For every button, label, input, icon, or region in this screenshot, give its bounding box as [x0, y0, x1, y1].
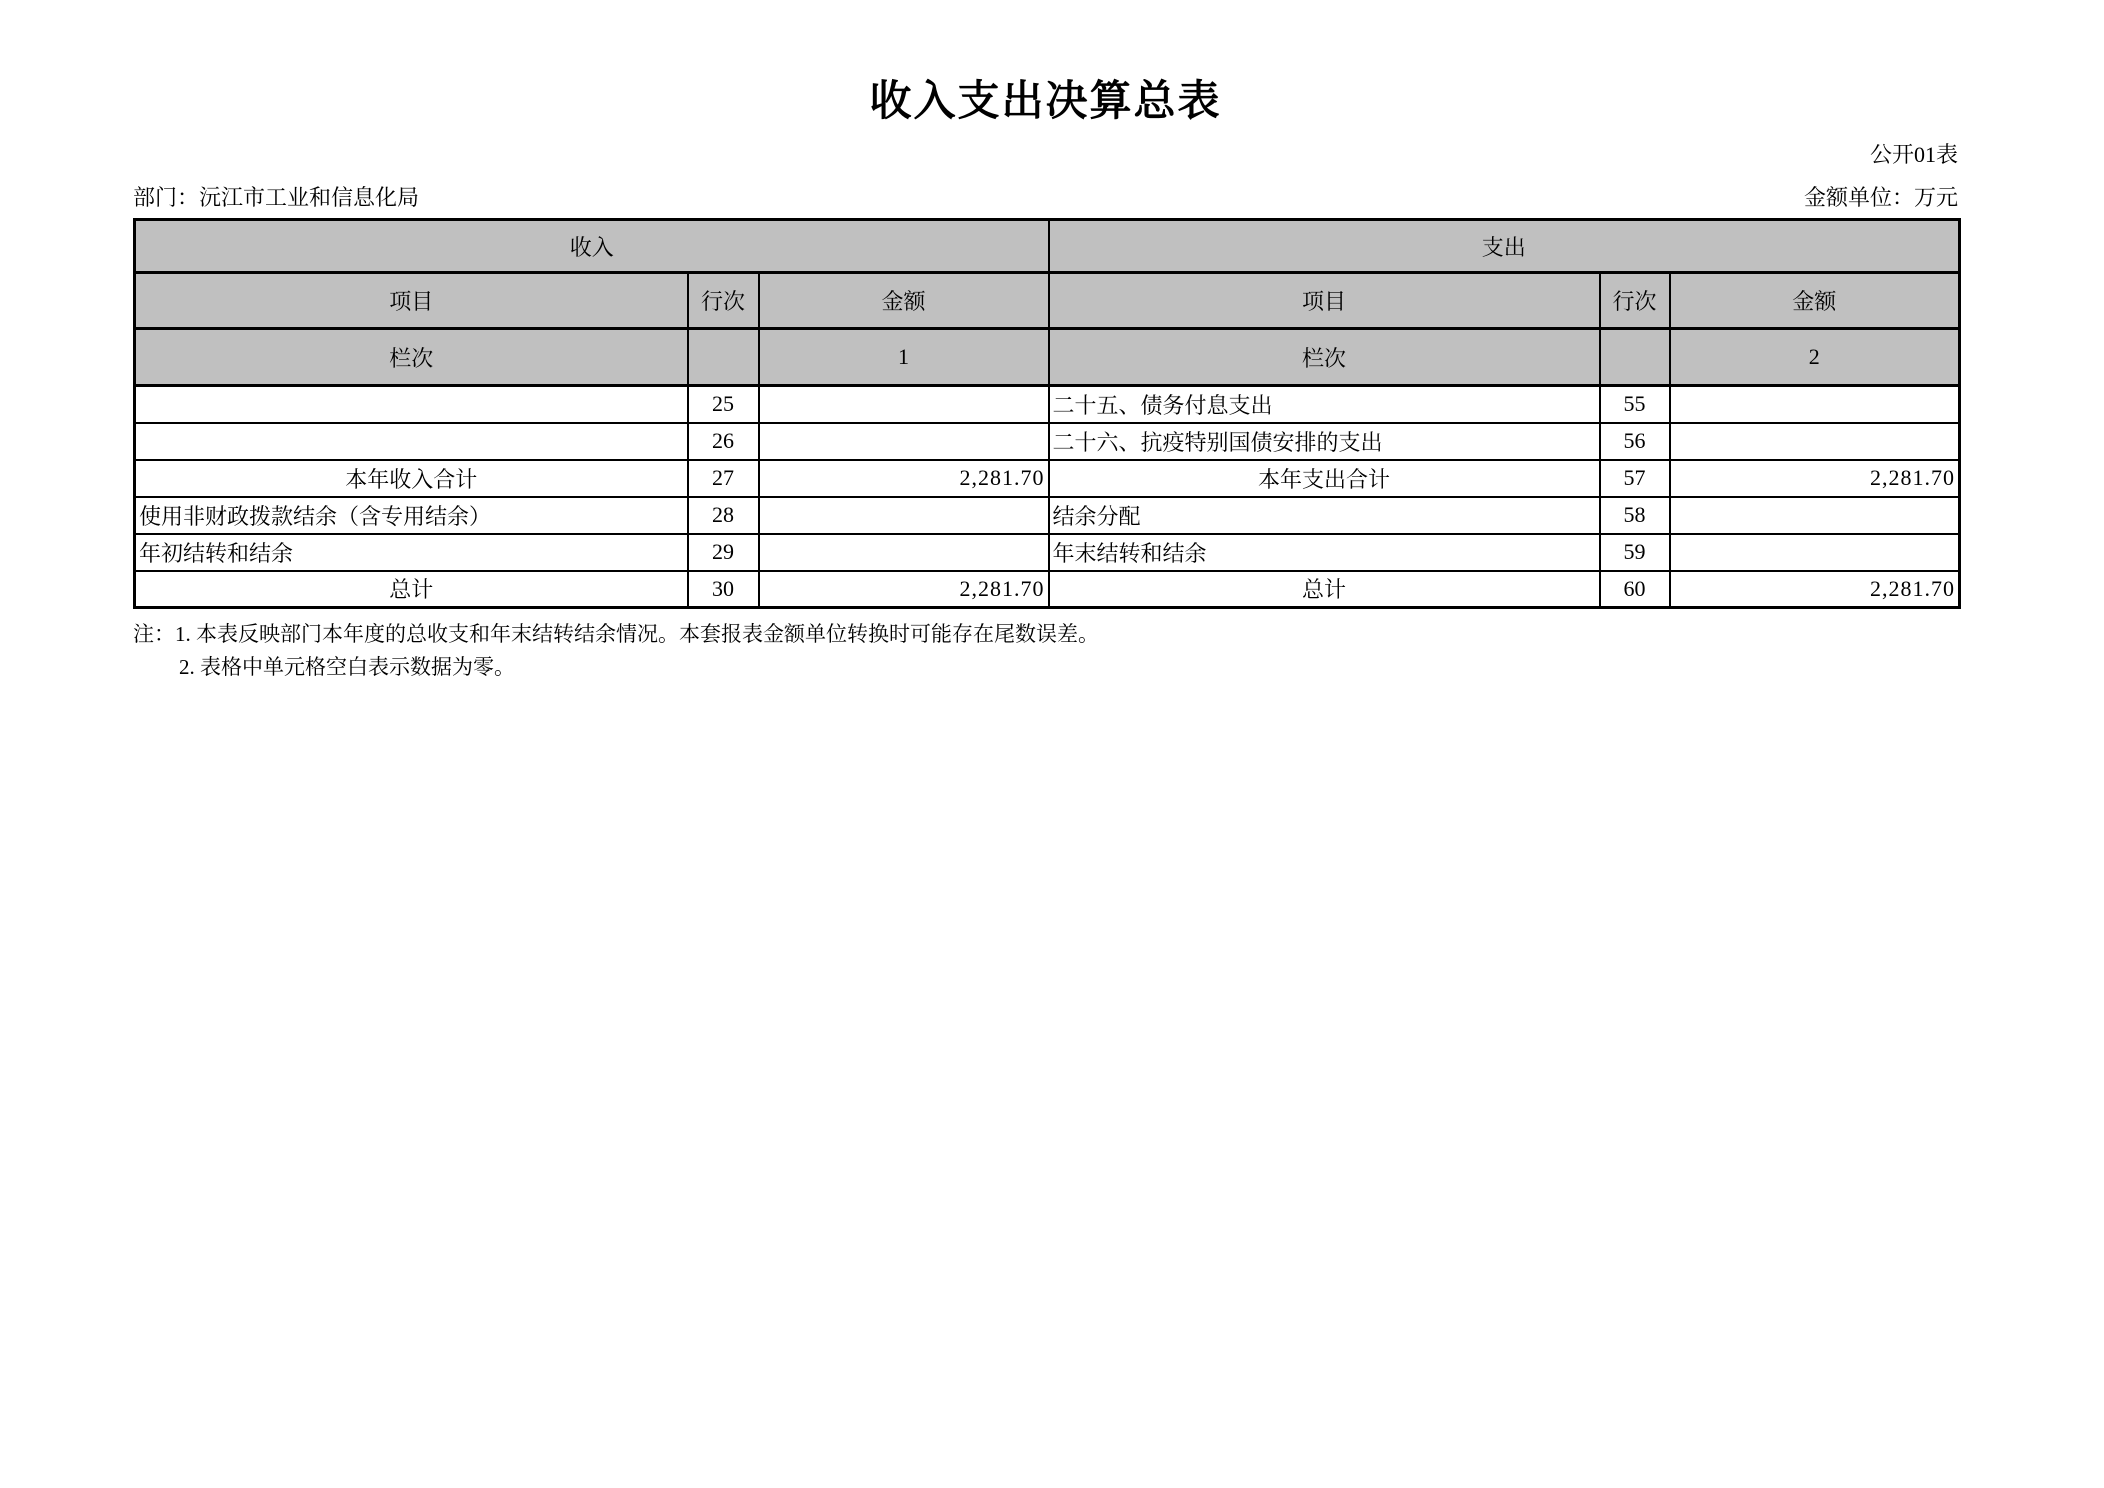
- income-amount-cell: 2,281.70: [759, 571, 1049, 608]
- table-row: [135, 386, 1960, 423]
- expense-rowno-cell: 58: [1600, 497, 1670, 534]
- expense-amount-cell: 2,281.70: [1670, 571, 1960, 608]
- expense-item-cell: 结余分配: [1049, 497, 1600, 534]
- expense-item-cell: 总计: [1049, 571, 1600, 608]
- table-row: [135, 497, 1960, 534]
- table-row: [135, 571, 1960, 608]
- income-amount-cell: [759, 386, 1049, 423]
- income-rowno-cell: 28: [688, 497, 759, 534]
- expense-rowno-cell: 56: [1600, 423, 1670, 460]
- expense-amount-cell: [1670, 534, 1960, 571]
- page-title: 收入支出决算总表: [869, 79, 1222, 125]
- expense-rowno-cell: 55: [1600, 386, 1670, 423]
- budget-summary-table: [133, 218, 1961, 609]
- income-rowno-header: 行次: [688, 273, 759, 329]
- expense-section-header: 支出: [1049, 220, 1960, 273]
- expense-item-cell: 二十五、债务付息支出: [1049, 386, 1600, 423]
- expense-amount-header: 金额: [1670, 273, 1960, 329]
- income-rowno-cell: 26: [688, 423, 759, 460]
- table-row: [135, 423, 1960, 460]
- table-code-label: 公开01表: [1869, 142, 1958, 167]
- expense-rowno-cell: 59: [1600, 534, 1670, 571]
- unit-label: 金额单位：万元: [1803, 185, 1958, 210]
- expense-amount-cell: [1670, 497, 1960, 534]
- income-amount-cell: [759, 534, 1049, 571]
- expense-amount-cell: 2,281.70: [1670, 460, 1960, 497]
- income-rowno-cell: 25: [688, 386, 759, 423]
- income-item-cell: [135, 386, 688, 423]
- expense-index-label: 栏次: [1049, 329, 1600, 386]
- income-rowno-cell: 30: [688, 571, 759, 608]
- footnote-line-1: 注：1. 本表反映部门本年度的总收支和年末结转结余情况。本套报表金额单位转换时可能存在尾数误差。: [133, 622, 1099, 646]
- expense-rowno-header: 行次: [1600, 273, 1670, 329]
- income-amount-cell: [759, 497, 1049, 534]
- footnote-line-2: 2. 表格中单元格空白表示数据为零。: [179, 655, 515, 679]
- expense-item-cell: 二十六、抗疫特别国债安排的支出: [1049, 423, 1600, 460]
- income-section-header: 收入: [135, 220, 1049, 273]
- income-item-cell: [135, 423, 688, 460]
- meta-row: [133, 181, 1958, 212]
- income-index-label: 栏次: [135, 329, 688, 386]
- section-header-row: [135, 220, 1960, 273]
- income-item-cell: 总计: [135, 571, 688, 608]
- column-header-row: [135, 273, 1960, 329]
- expense-item-cell: 本年支出合计: [1049, 460, 1600, 497]
- income-index-rowno-blank: [688, 329, 759, 386]
- expense-amount-cell: [1670, 386, 1960, 423]
- column-index-row: [135, 329, 1960, 386]
- income-item-header: 项目: [135, 273, 688, 329]
- table-row: [135, 534, 1960, 571]
- footnotes: [133, 618, 1958, 684]
- income-index-number: 1: [759, 329, 1049, 386]
- income-item-cell: 年初结转和结余: [135, 534, 688, 571]
- income-amount-cell: [759, 423, 1049, 460]
- expense-index-rowno-blank: [1600, 329, 1670, 386]
- income-rowno-cell: 27: [688, 460, 759, 497]
- income-amount-header: 金额: [759, 273, 1049, 329]
- expense-rowno-cell: 60: [1600, 571, 1670, 608]
- expense-index-number: 2: [1670, 329, 1960, 386]
- department-label: 部门：沅江市工业和信息化局: [133, 185, 420, 210]
- income-rowno-cell: 29: [688, 534, 759, 571]
- expense-item-cell: 年末结转和结余: [1049, 534, 1600, 571]
- income-item-cell: 使用非财政拨款结余（含专用结余）: [135, 497, 688, 534]
- table-row: [135, 460, 1960, 497]
- income-amount-cell: 2,281.70: [759, 460, 1049, 497]
- income-item-cell: 本年收入合计: [135, 460, 688, 497]
- expense-item-header: 项目: [1049, 273, 1600, 329]
- expense-rowno-cell: 57: [1600, 460, 1670, 497]
- expense-amount-cell: [1670, 423, 1960, 460]
